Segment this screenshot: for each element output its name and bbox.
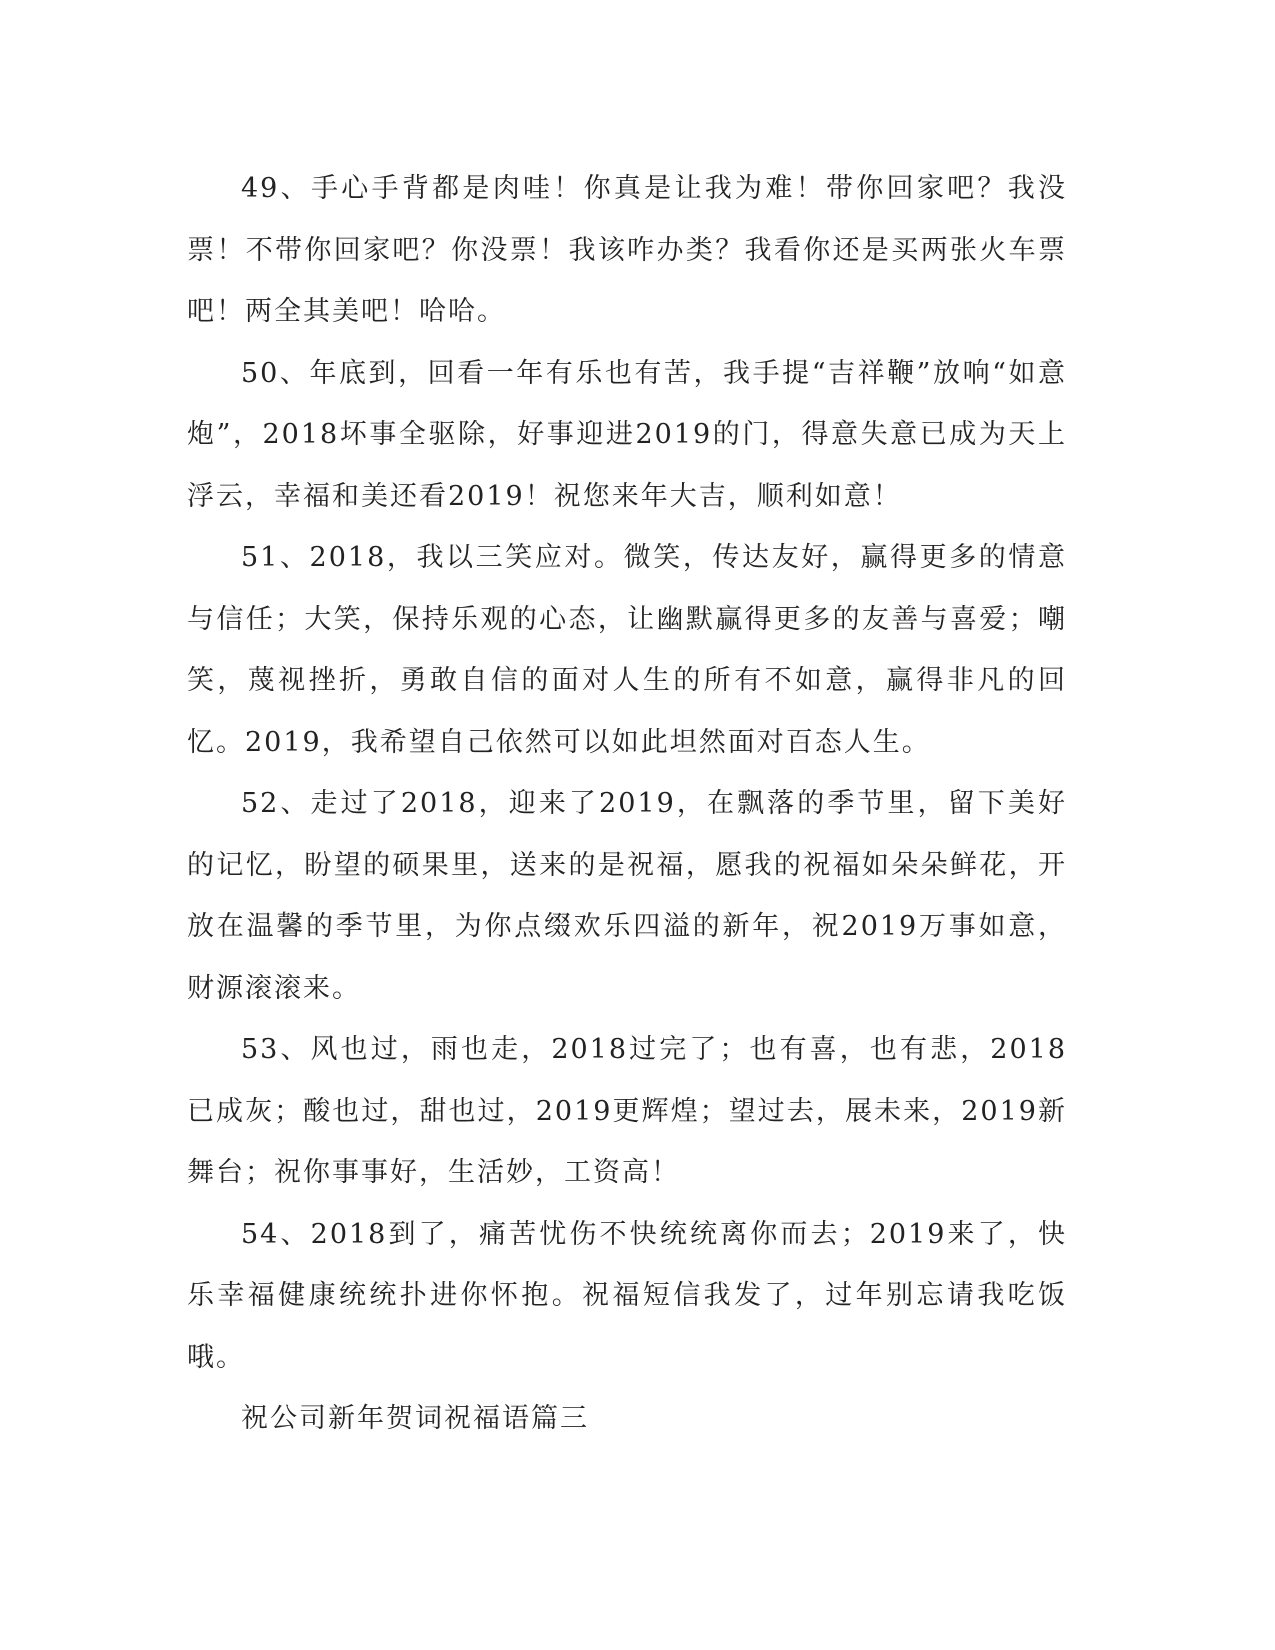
paragraph-52: 52、走过了2018，迎来了2019，在飘落的季节里，留下美好的记忆，盼望的硕果里，送来的是祝福，愿我的祝福如朵朵鲜花，开放在温馨的季节里，为你点缀欢乐四溢的新年，祝2019万事如意，财源滚滚来。 xyxy=(187,788,1067,1004)
paragraph-53: 53、风也过，雨也走，2018过完了；也有喜，也有悲，2018已成灰；酸也过，甜也过，2019更辉煌；望过去，展未来，2019新舞台；祝你事事好，生活妙，工资高！ xyxy=(187,1034,1067,1188)
section-heading: 祝公司新年贺词祝福语篇三 xyxy=(241,1403,589,1434)
document-body xyxy=(187,158,1067,1450)
paragraph-51: 51、2018，我以三笑应对。微笑，传达友好，赢得更多的情意与信任；大笑，保持乐观的心态，让幽默赢得更多的友善与喜爱；嘲笑，蔑视挫折，勇敢自信的面对人生的所有不如意，赢得非凡的回忆。2019，我希望自己依然可以如此坦然面对百态人生。 xyxy=(187,542,1067,758)
paragraph-50: 50、年底到，回看一年有乐也有苦，我手提“吉祥鞭”放响“如意炮”，2018坏事全驱除，好事迎进2019的门，得意失意已成为天上浮云，幸福和美还看2019！祝您来年大吉，顺利如意！ xyxy=(187,357,1067,512)
paragraph-49: 49、手心手背都是肉哇！你真是让我为难！带你回家吧？我没票！不带你回家吧？你没票！我该咋办类？我看你还是买两张火车票吧！两全其美吧！哈哈。 xyxy=(187,173,1067,327)
paragraph-54: 54、2018到了，痛苦忧伤不快统统离你而去；2019来了，快乐幸福健康统统扑进你怀抱。祝福短信我发了，过年别忘请我吃饭哦。 xyxy=(187,1218,1067,1373)
